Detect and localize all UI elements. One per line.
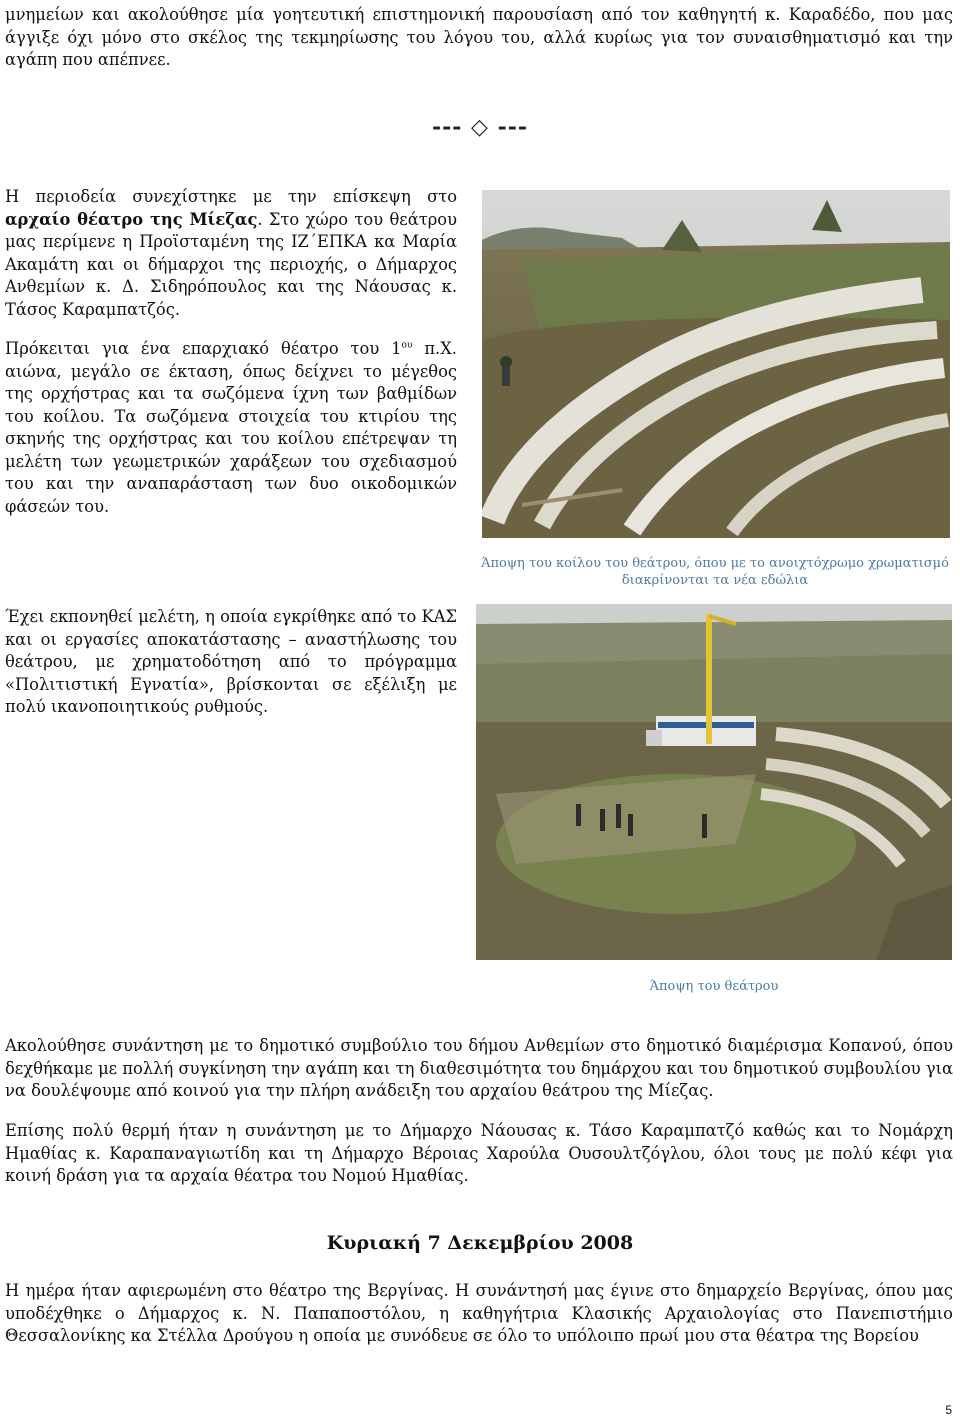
mieza-paragraph-3: Έχει εκπονηθεί μελέτη, η οποία εγκρίθηκε από το ΚΑΣ και οι εργασίες αποκατάστασης – αναστήλωσης του θεάτρου, με χρηματοδότηση από το πρόγραμμα «Πολιτιστική Εγνατία», βρίσκονται σε εξέλιξη με πολύ ικανοποιητικούς ρυθμούς. [5,607,457,716]
theatre-view-image [476,604,952,960]
section-separator: --- ◇ --- [431,114,529,140]
photo2-caption: Άποψη του θεάτρου [649,979,779,994]
mieza-p1-text-a: Η περιοδεία συνεχίστηκε με την επίσκεψη στο [5,187,457,206]
meetings-paragraph-2: Επίσης πολύ θερμή ήταν η συνάντηση με το Δήμαρχο Νάουσας κ. Τάσο Καραμπατζό καθώς και το Νομάρχη Ημαθίας κ. Καραπαναγιωτίδη και τη Δήμαρχο Βέροιας Χαρούλα Ουσουλτζόγλου, όλοι τους με πολύ κέφι για κοινή δράση για τα αρχαία θέατρα του Νομού Ημαθίας. [5,1121,953,1185]
mieza-paragraph-2 [5,338,457,518]
mieza-p1-text-b: . Στο χώρο του θεάτρου μας περίμενε η Προϊσταμένη της ΙΖ΄ΕΠΚΑ κα Μαρία Ακαμάτη και οι δήμαρχοι της περιοχής, ο Δήμαρχος Ανθεμίων κ. Δ. Σιδηρόπουλος και της Νάουσας κ. Τάσος Καραμπατζός. [5,209,457,319]
century-superscript: ου [401,340,413,351]
mieza-paragraph-1 [5,186,457,321]
page-number: 5 [945,1403,952,1417]
theatre-cavea-photo [482,190,950,538]
mieza-theatre-bold: αρχαίο θέατρο της Μίεζας [5,209,258,229]
intro-paragraph: μνημείων και ακολούθησε μία γοητευτική επιστημονική παρουσίαση από τον καθηγητή κ. Καραδέδο, που μας άγγιξε όχι μόνο στο σκέλος της τεκμηρίωσης του λόγου του, αλλά κυρίως για τον συναισθηματισμό και την αγάπη που απέπνεε. [5,5,953,69]
sunday-paragraph-1: Η ημέρα ήταν αφιερωμένη στο θέατρο της Βεργίνας. Η συνάντησή μας έγινε στο δημαρχείο Βεργίνας, όπου μας υποδέχθηκε ο Δήμαρχος κ. Ν. Παπαποστόλου, η καθηγήτρια Κλασικής Αρχαιολογίας στο Πανεπιστήμιο Θεσσαλονίκης κα Στέλλα Δρούγου η οποία με συνόδευε σε όλο το υπόλοιπο πρωί μου στα θέατρα της Βορείου [5,1281,953,1345]
mieza-p2-text-b: π.Χ. αιώνα, μεγάλο σε έκταση, όπως δείχνει το μέγεθος της ορχήστρας και τα σωζόμενα ίχνη των βαθμίδων του κοίλου. Τα σωζόμενα στοιχεία του κτιρίου της σκηνής της ορχήστρας και του κοίλου επέτρεψαν τη μελέτη των γεωμετρικών χαράξεων του σχεδιασμού του και την αναπαράσταση των δυο οικοδομικών φάσεών του. [5,339,457,516]
meetings-paragraph-1: Ακολούθησε συνάντηση με το δημοτικό συμβούλιο του δήμου Ανθεμίων στο δημοτικό διαμέρισμα Κοπανού, όπου δεχθήκαμε με πολλή συγκίνηση την αγάπη και τη διαθεσιμότητα του δημάρχου και του δημοτικού συμβουλίου για να δουλέψουμε από κοινού για την πλήρη ανάδειξη του αρχαίου θεάτρου της Μίεζας. [5,1036,953,1100]
theatre-view-photo [476,604,952,960]
section-heading-sunday: Κυριακή 7 Δεκεμβρίου 2008 [326,1232,634,1254]
theatre-cavea-image [482,190,950,538]
mieza-p2-text-a: Πρόκειται για ένα επαρχιακό θέατρο του 1 [5,339,402,358]
photo1-caption: Άποψη του κοίλου του θεάτρου, όπου με το ανοιχτόχρωμο χρωματισμό διακρίνονται τα νέα εδώλια [481,556,949,588]
